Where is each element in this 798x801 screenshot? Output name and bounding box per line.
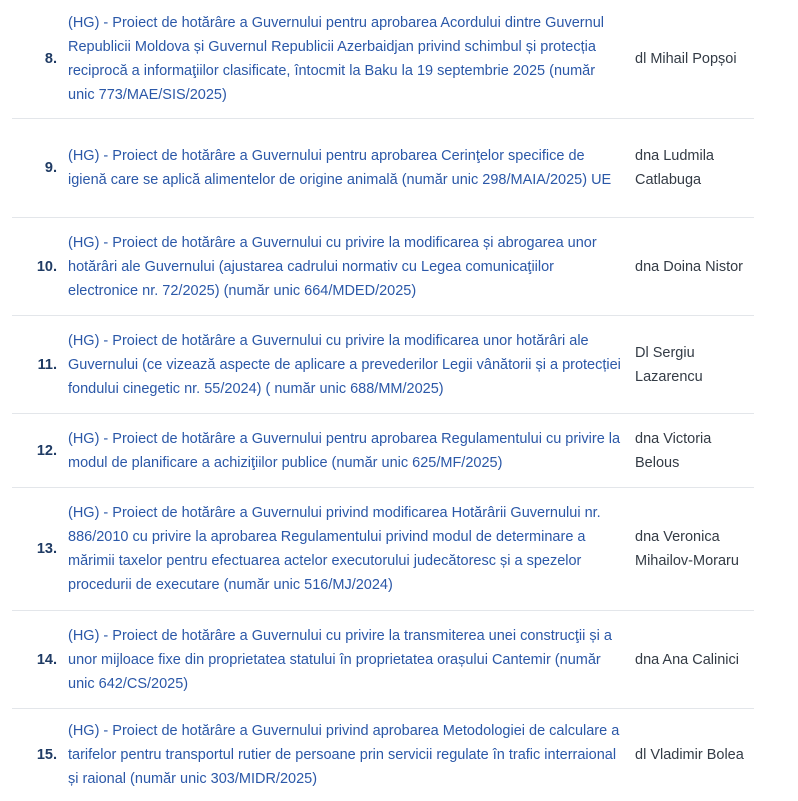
item-number: 13. (36, 541, 57, 557)
table-row (12, 316, 754, 414)
item-number: 14. (36, 651, 57, 668)
item-title-link[interactable]: (HG) - Proiect de hotărâre a Guvernului pentru aprobarea Acordului dintre Guvernul Republicii Moldova și Guvernul Republicii Azerbaidjan privind schimbul și protecția reciprocă a informaţiilor clasificate, întocmit la Baku la 19 septembrie 2025 (număr unic 773/MAE/SIS/2025) (68, 15, 604, 103)
item-responsible: Dl Sergiu Lazarencu (635, 344, 703, 385)
item-title-cell (57, 427, 624, 475)
item-number: 9. (44, 160, 57, 176)
table-row (12, 0, 754, 119)
item-title-cell (57, 231, 624, 303)
item-responsible: dna Ana Calinici (635, 651, 739, 668)
item-title-cell (57, 501, 624, 597)
item-title-link[interactable]: (HG) - Proiect de hotărâre a Guvernului privind aprobarea Metodologiei de calculare a tarifelor pentru transportul rutier de persoane prin servicii regulate în trafic interraional și raional (număr unic 303/MIDR/2025) (68, 723, 620, 787)
table-row (12, 709, 754, 801)
item-responsible: dna Victoria Belous (635, 430, 712, 471)
item-title-link[interactable]: (HG) - Proiect de hotărâre a Guvernului pentru aprobarea Cerinţelor specifice de igienă care se aplică alimentelor de origine animală (număr unic 298/MAIA/2025) UE (68, 148, 612, 188)
item-responsible: dl Mihail Popșoi (635, 51, 737, 67)
table-row (12, 119, 754, 218)
item-title-cell (57, 11, 624, 107)
item-title-link[interactable]: (HG) - Proiect de hotărâre a Guvernului cu privire la transmiterea unei construcţii și a unor mijloace fixe din proprietatea statului în proprietatea orașului Cantemir (număr unic 642/CS/2025) (68, 627, 612, 692)
item-title-cell (57, 144, 624, 192)
item-title-link[interactable]: (HG) - Proiect de hotărâre a Guvernului cu privire la modificarea unor hotărâri ale Guvernului (ce vizează aspecte de aplicare a prevederilor Legii vânătorii și a protecției fondului cinegetic nr. 55/2024) ( număr unic 688/MM/2025) (68, 332, 621, 397)
table-row (12, 414, 754, 488)
item-title-link[interactable]: (HG) - Proiect de hotărâre a Guvernului pentru aprobarea Regulamentului cu privire la modul de planificare a achiziţiilor publice (număr unic 625/MF/2025) (68, 430, 621, 471)
item-title-cell (57, 624, 624, 696)
item-title-cell (57, 329, 624, 401)
item-number: 8. (44, 51, 57, 67)
item-responsible: dna Veronica Mihailov-Moraru (635, 529, 739, 569)
item-number: 15. (36, 747, 57, 763)
table-row (12, 611, 754, 709)
item-responsible: dna Doina Nistor (635, 258, 743, 275)
item-title-cell (57, 719, 624, 791)
item-title-link[interactable]: (HG) - Proiect de hotărâre a Guvernului privind modificarea Hotărârii Guvernului nr. 886/2010 cu privire la aprobarea Regulamentului privind modul de determinare a mărimii taxelor pentru efectuarea actelor executorului judecătoresc și a spezelor procedurii de executare (număr unic 516/MJ/2024) (68, 505, 601, 593)
table-row (12, 218, 754, 316)
item-responsible: dl Vladimir Bolea (635, 747, 744, 763)
agenda-table (12, 0, 754, 801)
table-row (12, 488, 754, 611)
item-number: 12. (36, 442, 57, 459)
item-number: 10. (36, 258, 57, 275)
item-responsible: dna Ludmila Catlabuga (635, 148, 714, 188)
item-number: 11. (37, 356, 57, 373)
item-title-link[interactable]: (HG) - Proiect de hotărâre a Guvernului cu privire la modificarea și abrogarea unor hotărâri ale Guvernului (ajustarea cadrului normativ cu Legea comunicaţiilor electronice nr. 72/2025) (număr unic 664/MDED/2025) (68, 234, 597, 299)
